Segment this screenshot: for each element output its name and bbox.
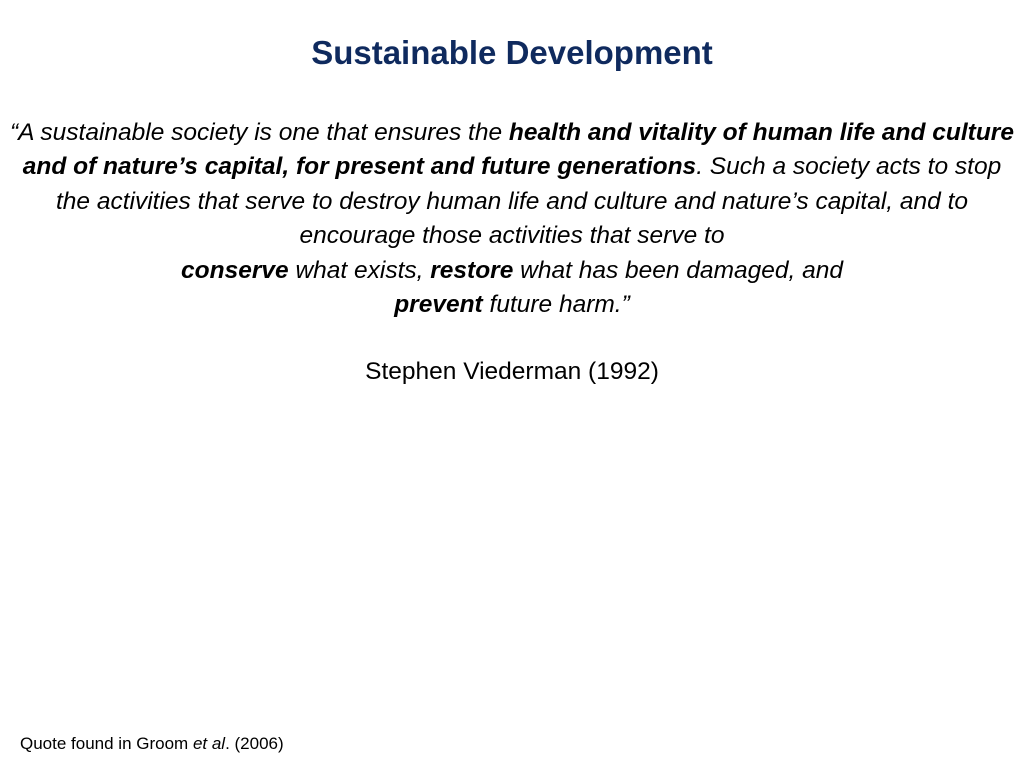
quote-author: Stephen Viederman (1992) bbox=[365, 358, 659, 385]
footnote-suffix: . (2006) bbox=[225, 734, 284, 753]
quote-emphasis-prevent: prevent bbox=[394, 291, 483, 319]
slide-title: Sustainable Development bbox=[311, 34, 713, 71]
quote-segment: what exists, bbox=[288, 256, 431, 284]
quote-segment: “A sustainable society is one that ensures the bbox=[10, 119, 509, 146]
footnote-prefix: Quote found in Groom bbox=[20, 734, 193, 753]
quote-segment: what has been damaged, and bbox=[513, 256, 843, 284]
quote-emphasis-conserve: conserve bbox=[181, 256, 289, 284]
footnote-italic: et al bbox=[192, 734, 226, 753]
quote-segment: . Such a society acts to stop the activities that serve to destroy human life and culture and nature’s capital, and to encourage those activities that serve to bbox=[55, 153, 1002, 250]
quote-text bbox=[4, 116, 1020, 322]
quote-emphasis-restore: restore bbox=[430, 256, 514, 284]
source-footnote bbox=[20, 733, 284, 755]
quote-segment: future harm.” bbox=[482, 291, 630, 319]
quote-emphasis-health-vitality: health and vitality of human life and culture and of nature’s capital, for present and future generations bbox=[22, 119, 1014, 181]
